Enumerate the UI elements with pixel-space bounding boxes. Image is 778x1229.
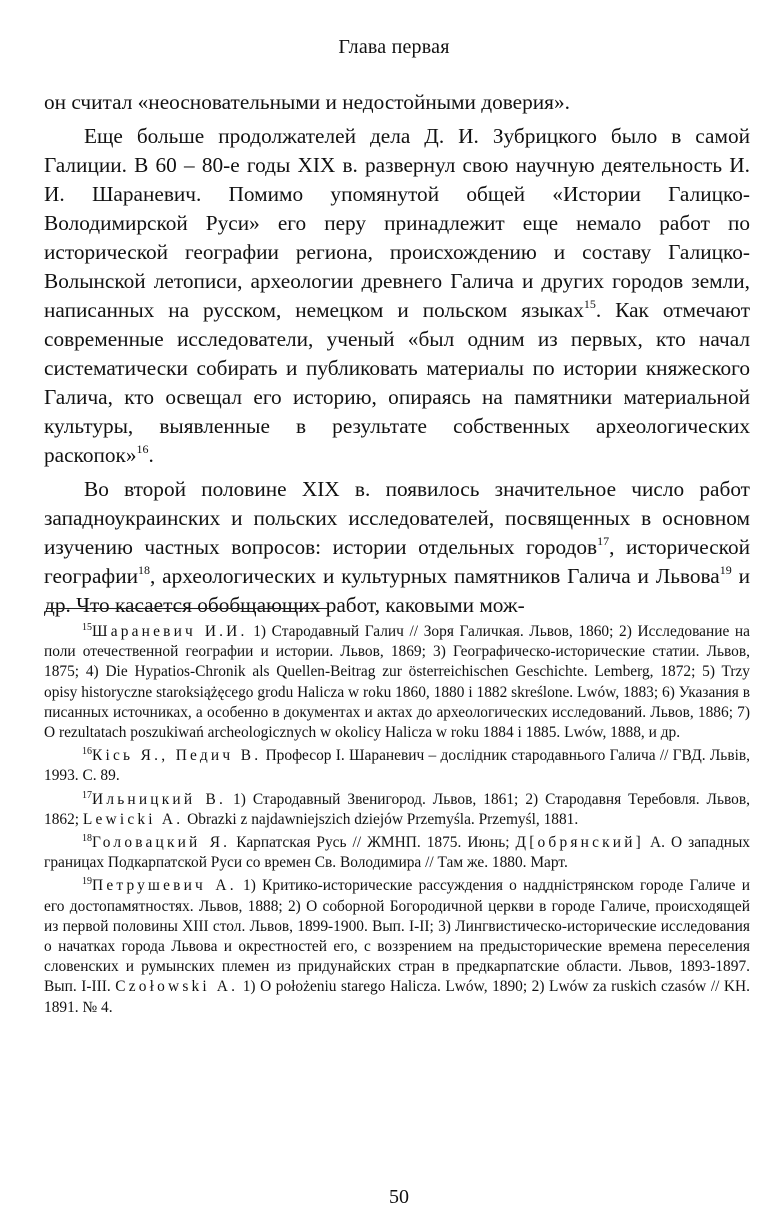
footnote-text: Професор І. Шараневич – дослідник стародавнього Галича // ГВД. Львів, 1993. С. 89.: [44, 747, 750, 785]
paragraph-text: и др. Что касается обобщающих работ, каковыми мож-: [44, 564, 750, 617]
footnote-ref-16[interactable]: 16: [136, 442, 149, 456]
footnote-number: 15: [82, 622, 92, 633]
footnote-number: 19: [82, 876, 92, 888]
footnote-text: 1) Критико-исторические рассуждения о наддністрянском городе Галиче и его достопамятностях. Львов, 1888; 2) О соборной Богородичной церкви в городе Галиче, происходящей из первой половины XIII стол. Львов, 1899-1900. Вып. I-II; 3) Лингвистическо-исторические исследования о начатках города Львова и окрестностей его, с воззрением на предысторические времена переселения словенских и румынских племен из придунайских стран в предкарпатские области. Львов, 1893-1897. Вып. I-III.: [44, 877, 750, 996]
running-header: Глава первая: [338, 36, 450, 58]
footnote-text: 1) O położeniu starego Halicza. Lwów, 1890; 2) Lwów za ruskich czasów // KH. 1891. № 4.: [44, 978, 751, 1016]
footnote-text: А. О западных границах Подкарпатской Руси со времен Св. Володимира // Там же. 1880. Март.: [44, 834, 750, 872]
footnote-17: [44, 790, 750, 830]
footnote-number: 17: [82, 789, 92, 801]
footnote-author: Czołowski A.: [115, 978, 239, 996]
footnote-number: 18: [82, 833, 92, 845]
paragraph-text: , исторической географии: [44, 535, 750, 588]
footnote-19: [44, 876, 750, 1017]
footnote-text: 1) Стародавный Галич // Зоря Галичкая. Львов, 1860; 2) Исследование на поли отечественной географии и истории. Львов, 1869; 3) Географическо-исторические статии. Львов, 1875; 4) Die Hypatios-Chronik als Quellen-Beitrag zur österreichischen Geschichte. Lemberg, 1872; 5) Trzy opisy historyczne staroksiążęcego grodu Halicza w roku 1860, 1880 i 1882 skreślone. Lwów, 1883; 6) Указания в писанных источниках, а особенно в документах и актах до археологических исследований. Львов, 1886; 7) O rezultatach poszukiwań archeologicznych w okolicy Halicza w roku 1884 i 1885. Lwów, 1888, и др.: [44, 623, 750, 742]
footnote-number: 16: [82, 746, 92, 758]
footnote-author: Д[обрянский]: [515, 834, 644, 852]
page-number: 50: [389, 1186, 409, 1208]
paragraph-continuation: он считал «неосновательными и недостойными доверия».: [44, 90, 570, 114]
footnote-author: Кісь Я., Педич В.: [92, 747, 262, 765]
footnote-divider: [46, 608, 328, 609]
footnote-ref-15[interactable]: 15: [583, 297, 596, 311]
footnote-18: [44, 833, 750, 873]
paragraph-sharanevich: [44, 122, 750, 470]
paragraph-text: , археологических и культурных памятников Галича и Львова: [150, 564, 720, 588]
footnote-ref-18[interactable]: 18: [138, 563, 150, 577]
footnote-15: [44, 622, 750, 743]
footnote-16: [44, 746, 750, 786]
footnote-author: Головацкий Я.: [92, 834, 231, 852]
footnote-text: 1) Стародавный Звенигород. Львов, 1861; 2) Стародавня Теребовля. Львов, 1862;: [44, 790, 750, 828]
footnote-author: Шараневич И.И.: [92, 623, 248, 640]
footnote-ref-19[interactable]: 19: [719, 563, 732, 577]
paragraph-text: Во второй половине XIX в. появилось значительное число работ западноукраинских и польских исследователей, посвященных в основном изучению частных вопросов: истории отдельных городов: [44, 477, 750, 559]
paragraph-text: . Как отмечают современные исследователи, ученый «был одним из первых, кто начал систематически собирать и публиковать материалы по истории княжеского Галича, кто освещал его историю, опираясь на памятники материальной культуры, выявленные в результате собственных археологических раскопок»: [44, 298, 750, 467]
footnote-text: Карпатская Русь // ЖМНП. 1875. Июнь;: [230, 834, 516, 852]
footnote-author: Петрушевич А.: [92, 877, 237, 895]
footnote-author: Ильницкий В.: [92, 790, 226, 808]
footnotes: [44, 622, 750, 1021]
main-text: [44, 88, 750, 620]
footnote-text: Obrazki z najdawniejszich dziejów Przemyśla. Przemyśl, 1881.: [183, 810, 579, 828]
paragraph-second-half: [44, 475, 750, 620]
footnote-ref-17[interactable]: 17: [597, 534, 610, 548]
paragraph-text: Еще больше продолжателей дела Д. И. Зубрицкого было в самой Галиции. В 60 – 80-е годы XIX в. развернул свою научную деятельность И. И. Шараневич. Помимо упомянутой общей «Истории Галицко-Володимирской Руси» его перу принадлежит еще немало работ по исторической географии региона, происхождению и составу Галицко-Волынской летописи, археологии древнего Галича и других городов земли, написанных на русском, немецком и польском языках: [44, 124, 750, 322]
paragraph-text: .: [148, 443, 154, 467]
footnote-author: Lewicki A.: [82, 810, 184, 828]
